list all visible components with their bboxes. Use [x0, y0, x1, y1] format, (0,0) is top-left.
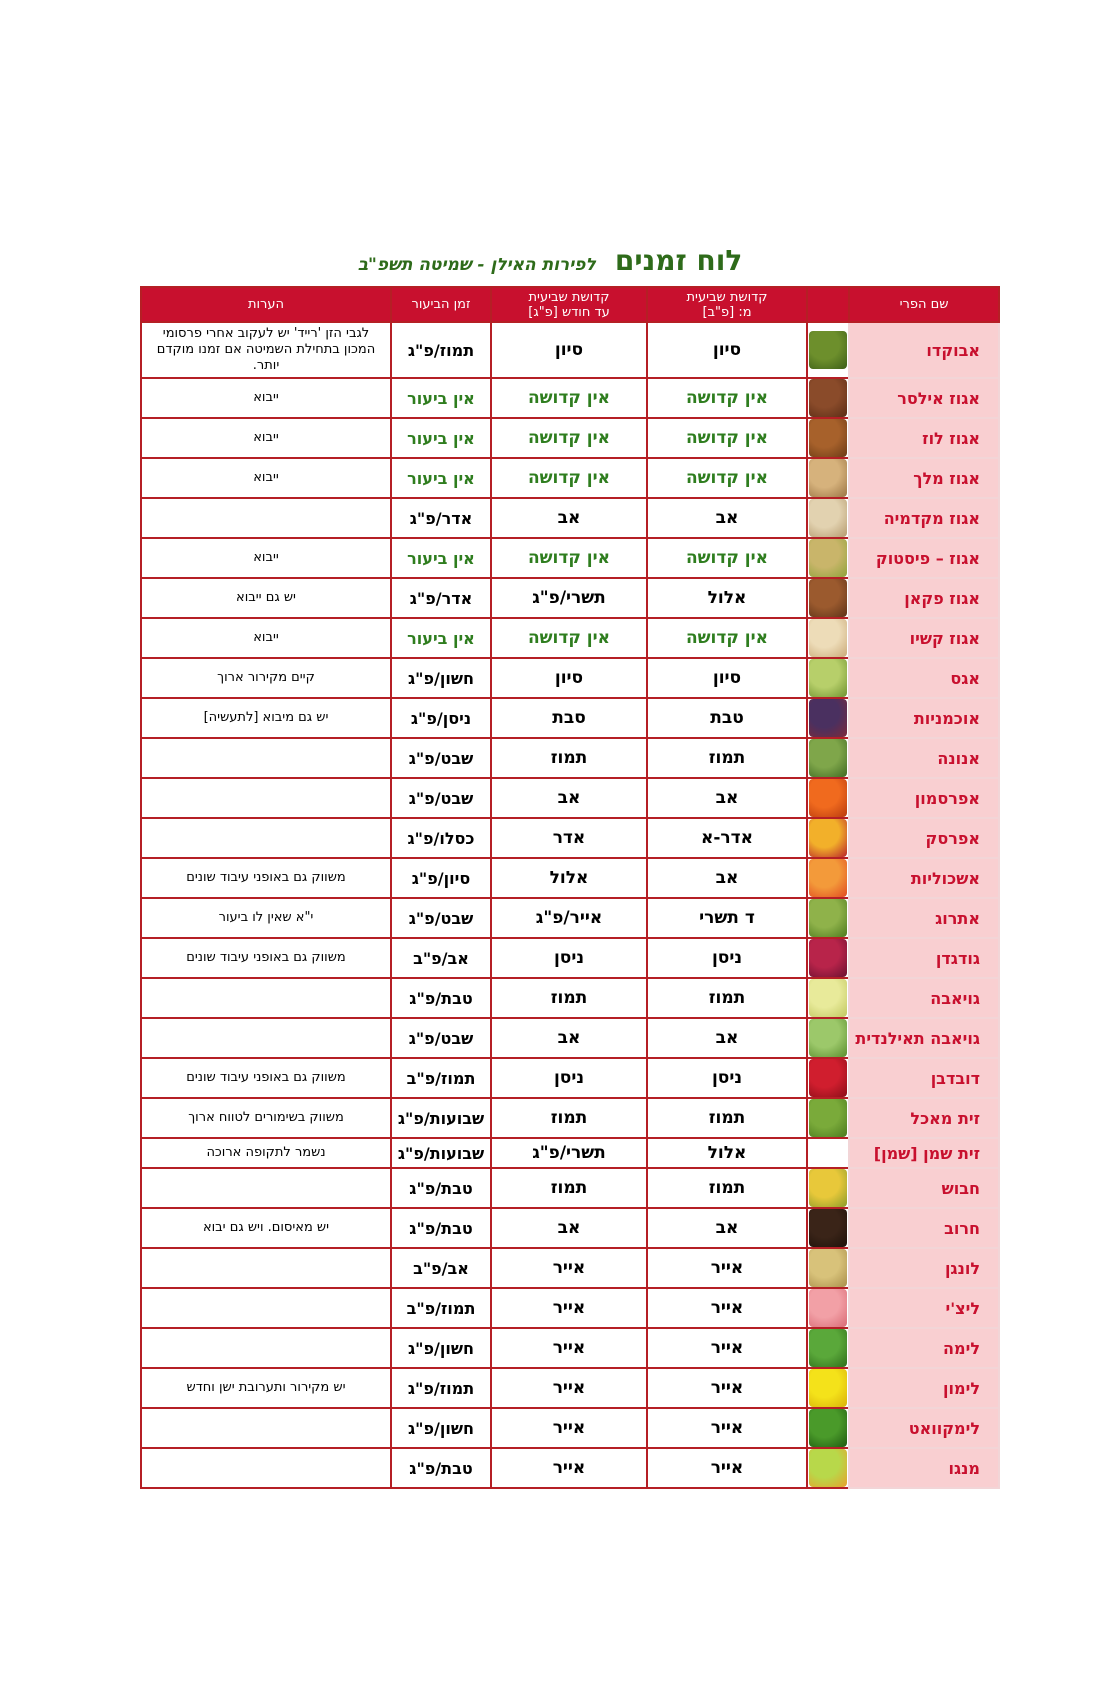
kedusha-from: תמוז	[647, 1168, 807, 1208]
fruit-name: זית שמן [שמן]	[849, 1138, 999, 1168]
kedusha-until: אייר	[491, 1448, 647, 1488]
fruit-image-cell	[807, 978, 849, 1018]
table-row	[141, 1208, 999, 1248]
header-kedusha-from-line2: מ: [פ"ב]	[702, 304, 752, 320]
biur-time: תמוז/פ"ג	[391, 1368, 491, 1408]
biur-time: חשון/פ"ג	[391, 1328, 491, 1368]
fruit-name: ליצ'י	[849, 1288, 999, 1328]
kedusha-from: אב	[647, 1208, 807, 1248]
fruit-image-cell	[807, 1058, 849, 1098]
table-row	[141, 978, 999, 1018]
fruit-image-cell	[807, 378, 849, 418]
table-row	[141, 458, 999, 498]
table-row	[141, 858, 999, 898]
table-row	[141, 1168, 999, 1208]
fruit-name: אגוז פקאן	[849, 578, 999, 618]
fruit-name: אנונה	[849, 738, 999, 778]
cherry-icon	[809, 939, 847, 977]
note: משווק בשימורים לטווח ארוך	[141, 1098, 391, 1138]
etrog-icon	[809, 899, 847, 937]
pistachio-icon	[809, 539, 847, 577]
note: יש גם מיבוא [לתעשיה]	[141, 698, 391, 738]
carob-icon	[809, 1209, 847, 1247]
annona-icon	[809, 739, 847, 777]
fruit-image-cell	[807, 818, 849, 858]
table-row	[141, 1058, 999, 1098]
biur-time: טבת/פ"ג	[391, 1448, 491, 1488]
table-row	[141, 938, 999, 978]
kedusha-from: אייר	[647, 1328, 807, 1368]
kedusha-until: סיון	[491, 658, 647, 698]
table-row	[141, 1248, 999, 1288]
kedusha-until: אייר	[491, 1248, 647, 1288]
note	[141, 1018, 391, 1058]
header-biur: זמן הביעור	[391, 287, 491, 322]
biur-time: חשון/פ"ג	[391, 1408, 491, 1448]
table-body	[141, 322, 999, 1488]
fruit-name: גויאבה תאילנדית	[849, 1018, 999, 1058]
walnut-icon	[809, 459, 847, 497]
table-row	[141, 578, 999, 618]
fruit-image-cell	[807, 538, 849, 578]
note: ייבוא	[141, 418, 391, 458]
fruit-name: גודגדן	[849, 938, 999, 978]
table-row	[141, 618, 999, 658]
fruit-name: אבוקדו	[849, 322, 999, 378]
kedusha-until: אין קדושה	[491, 538, 647, 578]
note	[141, 1248, 391, 1288]
table-row	[141, 1408, 999, 1448]
note	[141, 1408, 391, 1448]
header-row	[141, 287, 999, 322]
header-notes: הערות	[141, 287, 391, 322]
kedusha-from: ניסן	[647, 938, 807, 978]
table-row	[141, 1098, 999, 1138]
biur-time: אין ביעור	[391, 458, 491, 498]
note	[141, 818, 391, 858]
table-row	[141, 658, 999, 698]
lemon-icon	[809, 1369, 847, 1407]
fruit-image-cell	[807, 1208, 849, 1248]
fruit-image-cell	[807, 858, 849, 898]
note: נשמר לתקופה ארוכה	[141, 1138, 391, 1168]
biur-time: טבת/פ"ג	[391, 1208, 491, 1248]
limequat-icon	[809, 1409, 847, 1447]
fruit-image-cell	[807, 418, 849, 458]
kedusha-until: אייר/פ"ג	[491, 898, 647, 938]
biur-time: שבט/פ"ג	[391, 778, 491, 818]
biur-time: אין ביעור	[391, 618, 491, 658]
kedusha-from: תמוז	[647, 978, 807, 1018]
header-kedusha-until	[491, 287, 647, 322]
fruit-name: אגוז קשיו	[849, 618, 999, 658]
kedusha-from: אייר	[647, 1368, 807, 1408]
kedusha-until: תמוז	[491, 1098, 647, 1138]
fruit-name: חבוש	[849, 1168, 999, 1208]
note: יש מאיסום. ויש גם יבוא	[141, 1208, 391, 1248]
longan-icon	[809, 1249, 847, 1287]
kedusha-until: תשרי/פ"ג	[491, 1138, 647, 1168]
pecan-icon	[809, 579, 847, 617]
kedusha-from: ד תשרי	[647, 898, 807, 938]
fruit-name: אגוז מקדמיה	[849, 498, 999, 538]
note: משווק גם באופני עיבוד שונים	[141, 858, 391, 898]
table-row	[141, 698, 999, 738]
fruit-name: אתרוג	[849, 898, 999, 938]
table-row	[141, 1368, 999, 1408]
note: ייבוא	[141, 458, 391, 498]
kedusha-until: אין קדושה	[491, 458, 647, 498]
fruit-name: לימה	[849, 1328, 999, 1368]
biur-time: חשון/פ"ג	[391, 658, 491, 698]
fruit-image-cell	[807, 898, 849, 938]
kedusha-from: סיון	[647, 322, 807, 378]
note: קיים מקירור ארוך	[141, 658, 391, 698]
fruit-name: אפרסק	[849, 818, 999, 858]
table-row	[141, 498, 999, 538]
fruit-name: אשכוליות	[849, 858, 999, 898]
kedusha-until: סיון	[491, 322, 647, 378]
biur-time: שבט/פ"ג	[391, 738, 491, 778]
kedusha-from: אייר	[647, 1408, 807, 1448]
kedusha-from: אייר	[647, 1288, 807, 1328]
table-row	[141, 778, 999, 818]
thai-guava-icon	[809, 1019, 847, 1057]
fruit-name: אגוז מלך	[849, 458, 999, 498]
schedule-table	[140, 286, 1000, 1489]
cashew-icon	[809, 619, 847, 657]
biur-time: שבט/פ"ג	[391, 898, 491, 938]
note: משווק גם באופני עיבוד שונים	[141, 938, 391, 978]
kedusha-from: אלול	[647, 1138, 807, 1168]
fruit-image-cell	[807, 1018, 849, 1058]
biur-time: שבט/פ"ג	[391, 1018, 491, 1058]
note: ייבוא	[141, 538, 391, 578]
biur-time: אין ביעור	[391, 418, 491, 458]
kedusha-until: תמוז	[491, 738, 647, 778]
kedusha-until: אין קדושה	[491, 378, 647, 418]
fruit-name: לימון	[849, 1368, 999, 1408]
biur-time: תמוז/פ"ג	[391, 322, 491, 378]
note: יש גם ייבוא	[141, 578, 391, 618]
note: יש מקירור ותערובת ישן וחדש	[141, 1368, 391, 1408]
fruit-image-cell	[807, 458, 849, 498]
kedusha-from: אייר	[647, 1448, 807, 1488]
kedusha-until: אלול	[491, 858, 647, 898]
quince-icon	[809, 1169, 847, 1207]
kedusha-until: אדר	[491, 818, 647, 858]
table-row	[141, 1328, 999, 1368]
note	[141, 778, 391, 818]
fruit-name: חרוב	[849, 1208, 999, 1248]
note	[141, 498, 391, 538]
biur-time: שבועות/פ"ג	[391, 1098, 491, 1138]
table-row	[141, 322, 999, 378]
kedusha-from: תמוז	[647, 738, 807, 778]
fruit-image-cell	[807, 322, 849, 378]
fruit-image-cell	[807, 1098, 849, 1138]
header-name: שם הפרי	[849, 287, 999, 322]
kedusha-until: ניסן	[491, 938, 647, 978]
note	[141, 1448, 391, 1488]
table-row	[141, 418, 999, 458]
table-row	[141, 1018, 999, 1058]
note: י"א שאין לו ביעור	[141, 898, 391, 938]
kedusha-until: אייר	[491, 1368, 647, 1408]
kedusha-until: אב	[491, 498, 647, 538]
header-kedusha-until-line1: קדושת שביעית	[528, 289, 610, 305]
table-row	[141, 1138, 999, 1168]
note	[141, 738, 391, 778]
fruit-image-cell	[807, 1448, 849, 1488]
kedusha-until: אין קדושה	[491, 618, 647, 658]
biur-time: אדר/פ"ג	[391, 498, 491, 538]
kedusha-from: אין קדושה	[647, 378, 807, 418]
cherries-icon	[809, 1059, 847, 1097]
fruit-image-cell	[807, 1138, 849, 1168]
fruit-name: לונגן	[849, 1248, 999, 1288]
fruit-name: אגוז לוז	[849, 418, 999, 458]
biur-time: אב/פ"ב	[391, 1248, 491, 1288]
note: לגבי הזן 'רייד' יש לעקוב אחרי פרסומי המכון בתחילת השמיטה אם זמנו מוקדם יותר.	[141, 322, 391, 378]
kedusha-from: אלול	[647, 578, 807, 618]
fruit-name: גויאבה	[849, 978, 999, 1018]
kedusha-until: אב	[491, 778, 647, 818]
biur-time: אין ביעור	[391, 378, 491, 418]
fruit-image-cell	[807, 778, 849, 818]
fruit-image-cell	[807, 618, 849, 658]
header-kedusha-from-line1: קדושת שביעית	[686, 289, 768, 305]
nuts-icon	[809, 379, 847, 417]
kedusha-until: אב	[491, 1018, 647, 1058]
fruit-name: מנגו	[849, 1448, 999, 1488]
table-row	[141, 538, 999, 578]
fruit-image-cell	[807, 1368, 849, 1408]
note	[141, 1168, 391, 1208]
table-row	[141, 738, 999, 778]
kedusha-until: אב	[491, 1208, 647, 1248]
kedusha-until: ניסן	[491, 1058, 647, 1098]
fruit-name: זית מאכל	[849, 1098, 999, 1138]
kedusha-until: אייר	[491, 1288, 647, 1328]
title-sub: לפירות האילן - שמיטה תשפ"ב	[357, 255, 596, 275]
table-row	[141, 1288, 999, 1328]
table-row	[141, 818, 999, 858]
kedusha-from: אין קדושה	[647, 458, 807, 498]
biur-time: כסלו/פ"ג	[391, 818, 491, 858]
fruit-image-cell	[807, 698, 849, 738]
note: ייבוא	[141, 378, 391, 418]
fruit-name: אגוז – פיסטוק	[849, 538, 999, 578]
header-kedusha-until-line2: עד חודש [פ"ג]	[528, 304, 610, 320]
fruit-image-cell	[807, 1168, 849, 1208]
fruit-image-cell	[807, 1328, 849, 1368]
persimmon-icon	[809, 779, 847, 817]
note: משווק גם באופני עיבוד שונים	[141, 1058, 391, 1098]
lychee-icon	[809, 1289, 847, 1327]
kedusha-from: אין קדושה	[647, 418, 807, 458]
kedusha-from: אין קדושה	[647, 538, 807, 578]
kedusha-until: סבת	[491, 698, 647, 738]
kedusha-from: אב	[647, 858, 807, 898]
blueberry-icon	[809, 699, 847, 737]
biur-time: אין ביעור	[391, 538, 491, 578]
kedusha-from: סיון	[647, 658, 807, 698]
fruit-name: אגס	[849, 658, 999, 698]
hazelnut-icon	[809, 419, 847, 457]
fruit-image-cell	[807, 658, 849, 698]
olive-icon	[809, 1099, 847, 1137]
table-row	[141, 378, 999, 418]
macadamia-icon	[809, 499, 847, 537]
biur-time: סיון/פ"ג	[391, 858, 491, 898]
kedusha-from: ניסן	[647, 1058, 807, 1098]
header-image	[807, 287, 849, 322]
peach-icon	[809, 819, 847, 857]
title-main: לוח זמנים	[614, 244, 743, 277]
mango-icon	[809, 1449, 847, 1487]
note	[141, 978, 391, 1018]
kedusha-from: אב	[647, 498, 807, 538]
header-kedusha-from	[647, 287, 807, 322]
kedusha-until: תמוז	[491, 978, 647, 1018]
fruit-image-cell	[807, 938, 849, 978]
lime-icon	[809, 1329, 847, 1367]
fruit-image-cell	[807, 1248, 849, 1288]
fruit-name: אגוז אילסר	[849, 378, 999, 418]
fruit-image-cell	[807, 578, 849, 618]
fruit-name: לימקוואט	[849, 1408, 999, 1448]
page-title	[140, 244, 960, 280]
guava-icon	[809, 979, 847, 1017]
biur-time: ניסן/פ"ג	[391, 698, 491, 738]
biur-time: אב/פ"ב	[391, 938, 491, 978]
table-row	[141, 898, 999, 938]
grapefruit-icon	[809, 859, 847, 897]
note: ייבוא	[141, 618, 391, 658]
fruit-name: אפרסמון	[849, 778, 999, 818]
biur-time: טבת/פ"ג	[391, 978, 491, 1018]
biur-time: טבת/פ"ג	[391, 1168, 491, 1208]
pear-icon	[809, 659, 847, 697]
kedusha-until: אייר	[491, 1328, 647, 1368]
avocado-icon	[809, 331, 847, 369]
fruit-name: אוכמניות	[849, 698, 999, 738]
kedusha-until: תמוז	[491, 1168, 647, 1208]
kedusha-from: אדר-א	[647, 818, 807, 858]
table-row	[141, 1448, 999, 1488]
biur-time: אדר/פ"ג	[391, 578, 491, 618]
note	[141, 1288, 391, 1328]
biur-time: תמוז/פ"ב	[391, 1058, 491, 1098]
fruit-image-cell	[807, 738, 849, 778]
biur-time: תמוז/פ"ב	[391, 1288, 491, 1328]
kedusha-from: תמוז	[647, 1098, 807, 1138]
biur-time: שבועות/פ"ג	[391, 1138, 491, 1168]
kedusha-until: אין קדושה	[491, 418, 647, 458]
kedusha-until: תשרי/פ"ג	[491, 578, 647, 618]
fruit-image-cell	[807, 1408, 849, 1448]
kedusha-from: אב	[647, 778, 807, 818]
fruit-name: דובדבן	[849, 1058, 999, 1098]
fruit-image-cell	[807, 498, 849, 538]
kedusha-from: אייר	[647, 1248, 807, 1288]
kedusha-from: טבת	[647, 698, 807, 738]
fruit-image-cell	[807, 1288, 849, 1328]
kedusha-from: אב	[647, 1018, 807, 1058]
note	[141, 1328, 391, 1368]
kedusha-until: אייר	[491, 1408, 647, 1448]
kedusha-from: אין קדושה	[647, 618, 807, 658]
